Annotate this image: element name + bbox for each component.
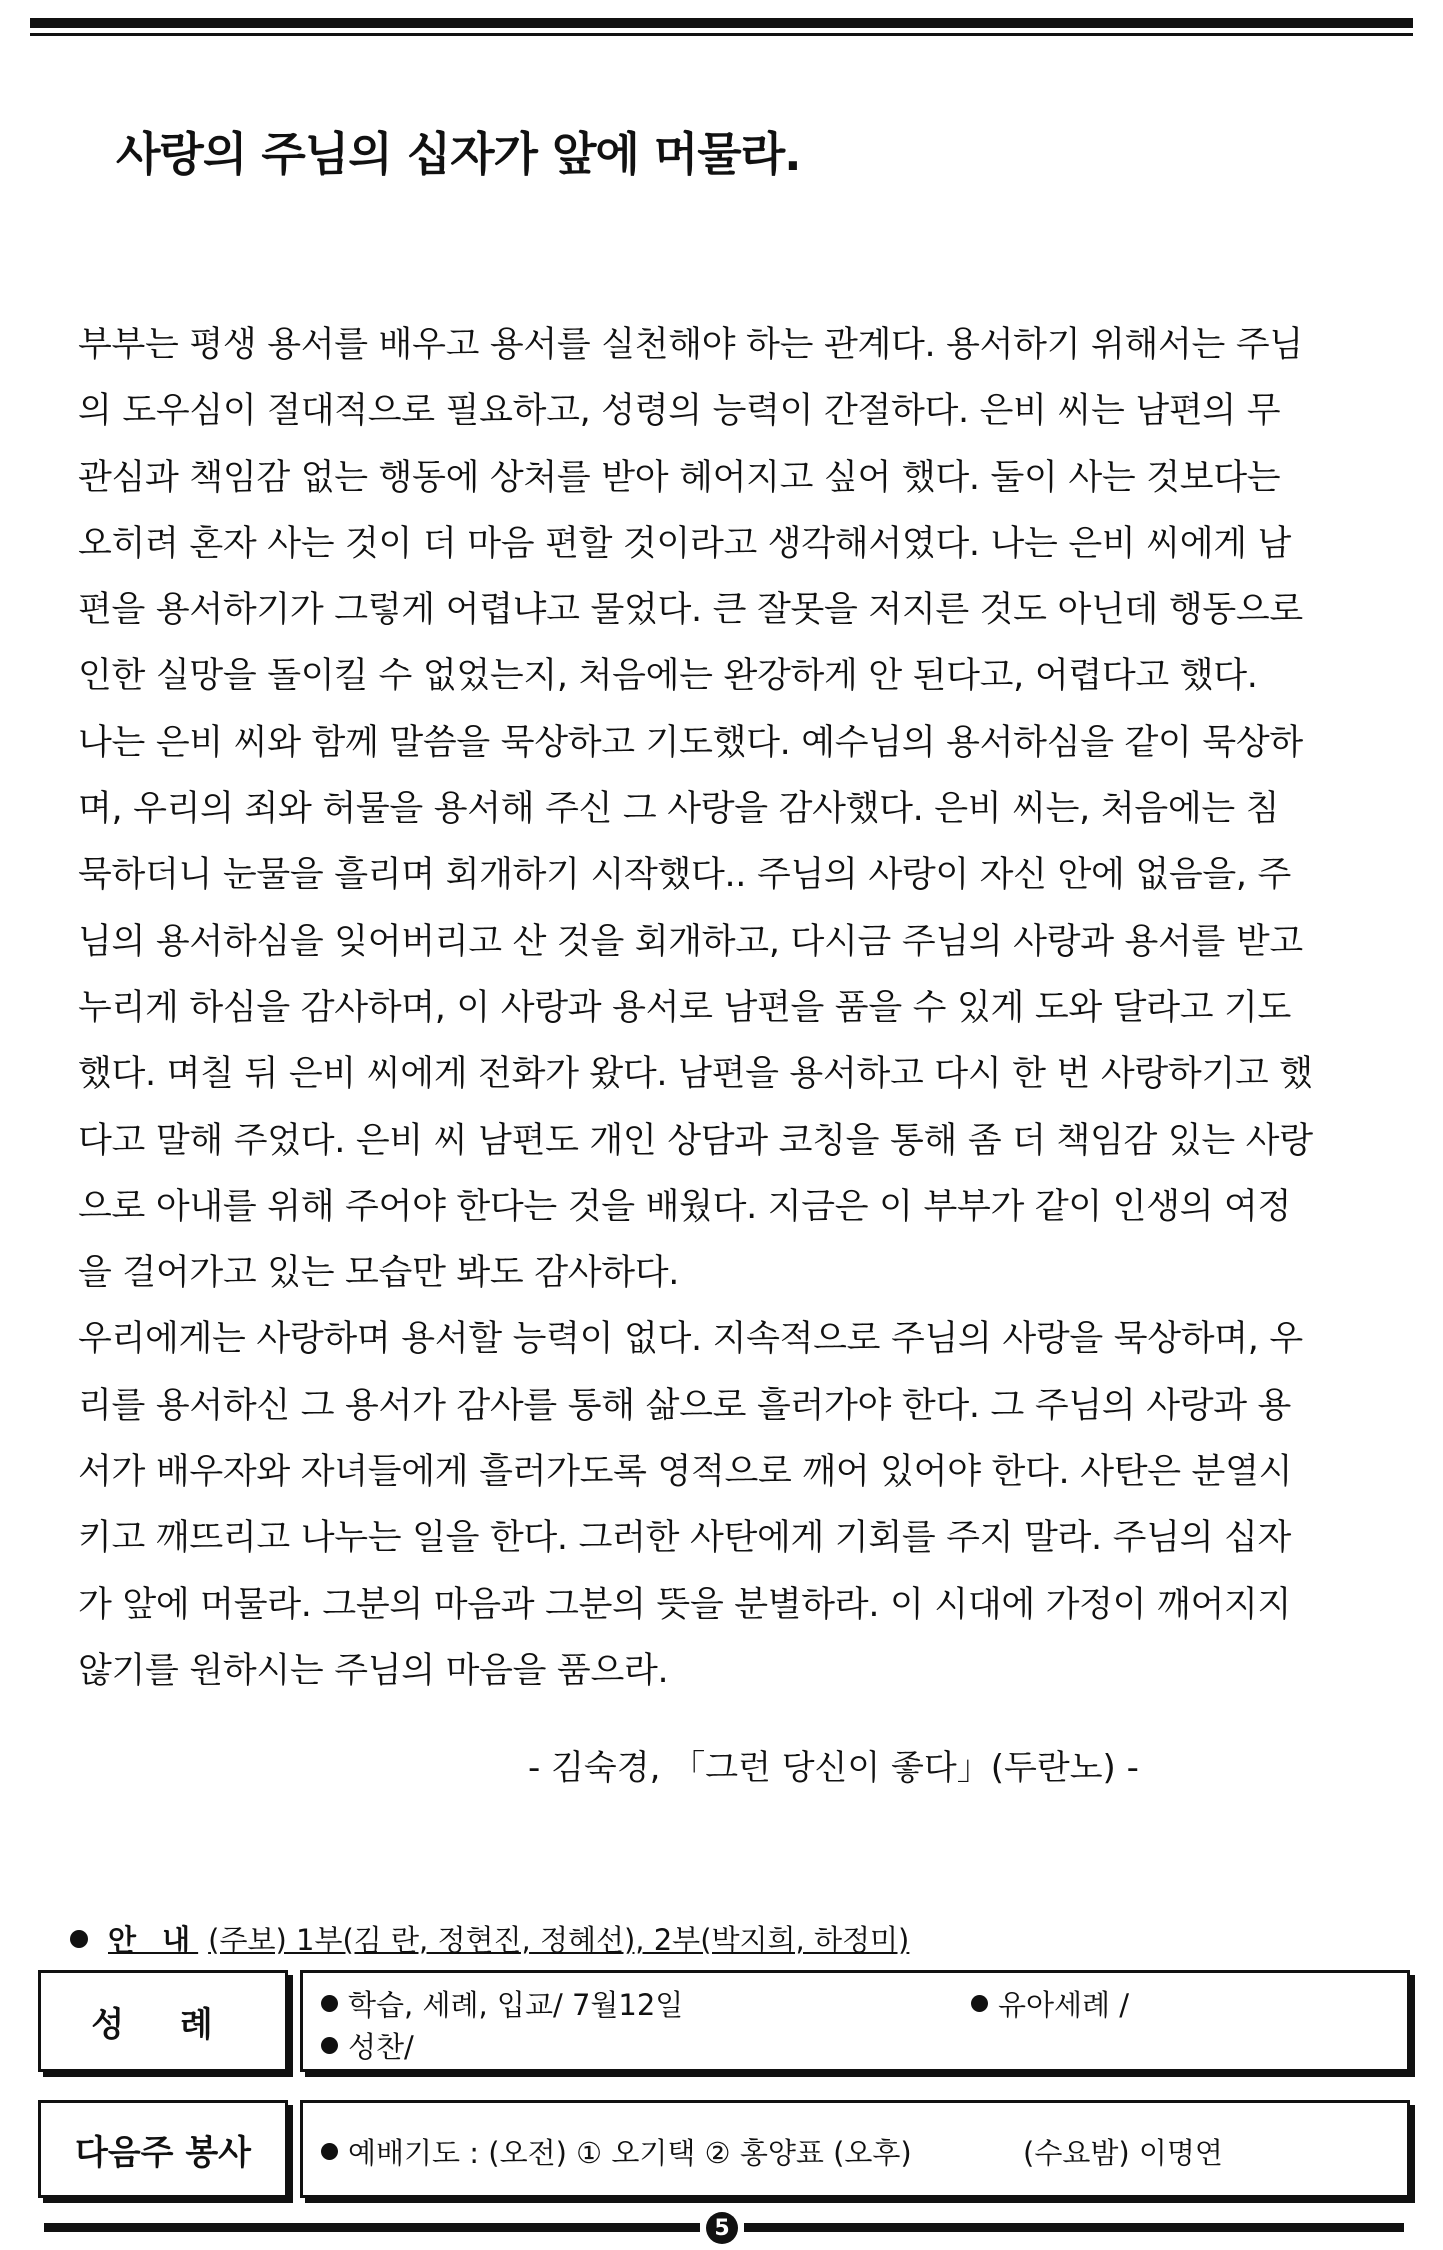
next-week-content-box xyxy=(300,2100,1410,2198)
next-week-prayer xyxy=(321,2131,912,2172)
body-line: 서가 배우자와 자녀들에게 흘러가도록 영적으로 깨어 있어야 한다. 사탄은 분열시 xyxy=(78,1452,1293,1493)
body-line: 며, 우리의 죄와 허물을 용서해 주신 그 사랑을 감사했다. 은비 씨는, 처음에는 침 xyxy=(78,789,1280,830)
sacraments-label-box xyxy=(38,1970,288,2072)
bullet-icon xyxy=(321,2143,338,2160)
body-line: 다고 말해 주었다. 은비 씨 남편도 개인 상담과 코칭을 통해 좀 더 책임감 있는 사랑 xyxy=(78,1120,1313,1161)
sacraments-content-box xyxy=(300,1970,1410,2072)
body-line: 리를 용서하신 그 용서가 감사를 통해 삶으로 흘러가야 한다. 그 주님의 사랑과 용 xyxy=(78,1385,1292,1426)
sacraments-item-text: 유아세례 / xyxy=(998,1988,1130,2022)
sacraments-item xyxy=(321,2025,414,2066)
body-line: 묵하더니 눈물을 흘리며 회개하기 시작했다.. 주님의 사랑이 자신 안에 없음을, 주 xyxy=(78,855,1292,896)
body-line: 키고 깨뜨리고 나누는 일을 한다. 그러한 사탄에게 기회를 주지 말라. 주님의 십자 xyxy=(78,1518,1292,1559)
bullet-icon xyxy=(321,1995,338,2012)
notice-text: (주보) 1부(김 란, 정현진, 정혜선), 2부(박지희, 하정미) xyxy=(208,1923,910,1957)
notice-line xyxy=(70,1918,909,1959)
bullet-icon xyxy=(321,2037,338,2054)
bottom-rule-right xyxy=(744,2223,1404,2232)
next-week-wednesday-text: (수요밤) 이명연 xyxy=(1023,2136,1223,2170)
body-line: 의 도우심이 절대적으로 필요하고, 성령의 능력이 간절하다. 은비 씨는 남편의 무 xyxy=(78,391,1281,432)
top-rule-thin xyxy=(30,33,1413,36)
body-line: 을 걸어가고 있는 모습만 봐도 감사하다. xyxy=(78,1253,680,1294)
body-line: 오히려 혼자 사는 것이 더 마음 편할 것이라고 생각해서였다. 나는 은비 씨에게 남 xyxy=(78,523,1292,564)
body-line: 누리게 하심을 감사하며, 이 사랑과 용서로 남편을 품을 수 있게 도와 달라고 기도 xyxy=(78,987,1292,1028)
sacraments-item xyxy=(321,1983,683,2024)
bullet-icon xyxy=(971,1995,988,2012)
body-line: 으로 아내를 위해 주어야 한다는 것을 배웠다. 지금은 이 부부가 같이 인생의 여정 xyxy=(78,1186,1292,1227)
sacraments-item xyxy=(971,1983,1129,2024)
body-line: 님의 용서하심을 잊어버리고 산 것을 회개하고, 다시금 주님의 사랑과 용서를 받고 xyxy=(78,921,1303,962)
page-title: 사랑의 주님의 십자가 앞에 머물라. xyxy=(116,127,801,181)
next-week-label-box xyxy=(38,2100,288,2198)
body-line: 편을 용서하기가 그렇게 어렵냐고 물었다. 큰 잘못을 저지른 것도 아닌데 행동으로 xyxy=(78,590,1303,631)
source-citation: - 김숙경, 「그런 당신이 좋다」(두란노) - xyxy=(528,1748,1139,1788)
body-text xyxy=(78,312,1390,1704)
notice-label: 안 내 xyxy=(108,1923,199,1957)
body-line: 우리에게는 사랑하며 용서할 능력이 없다. 지속적으로 주님의 사랑을 묵상하며, 우 xyxy=(78,1319,1303,1360)
sacraments-label: 성 례 xyxy=(91,2004,235,2045)
sacraments-item-text: 학습, 세례, 입교/ 7월12일 xyxy=(348,1988,684,2022)
next-week-label: 다음주 봉사 xyxy=(74,2132,252,2173)
next-week-prayer-text: 예배기도 : (오전) ① 오기택 ② 홍양표 (오후) xyxy=(348,2136,912,2170)
body-line: 가 앞에 머물라. 그분의 마음과 그분의 뜻을 분별하라. 이 시대에 가정이 깨어지지 xyxy=(78,1584,1292,1625)
body-line: 관심과 책임감 없는 행동에 상처를 받아 헤어지고 싶어 했다. 둘이 사는 것보다는 xyxy=(78,457,1281,498)
body-line: 부부는 평생 용서를 배우고 용서를 실천해야 하는 관계다. 용서하기 위해서는 주님 xyxy=(78,325,1303,365)
page-number: 5 xyxy=(706,2212,738,2244)
body-line: 했다. 며칠 뒤 은비 씨에게 전화가 왔다. 남편을 용서하고 다시 한 번 사랑하기고 했 xyxy=(78,1054,1313,1095)
bullet-icon xyxy=(70,1930,88,1948)
top-rule-thick xyxy=(30,18,1413,28)
body-line: 인한 실망을 돌이킬 수 없었는지, 처음에는 완강하게 안 된다고, 어렵다고 했다. xyxy=(78,656,1258,697)
body-line: 나는 은비 씨와 함께 말씀을 묵상하고 기도했다. 예수님의 용서하심을 같이 묵상하 xyxy=(78,722,1303,763)
next-week-wednesday xyxy=(1023,2131,1223,2172)
bottom-rule-left xyxy=(44,2223,700,2232)
body-line: 않기를 원하시는 주님의 마음을 품으라. xyxy=(78,1650,669,1691)
sacraments-item-text: 성찬/ xyxy=(348,2030,414,2064)
